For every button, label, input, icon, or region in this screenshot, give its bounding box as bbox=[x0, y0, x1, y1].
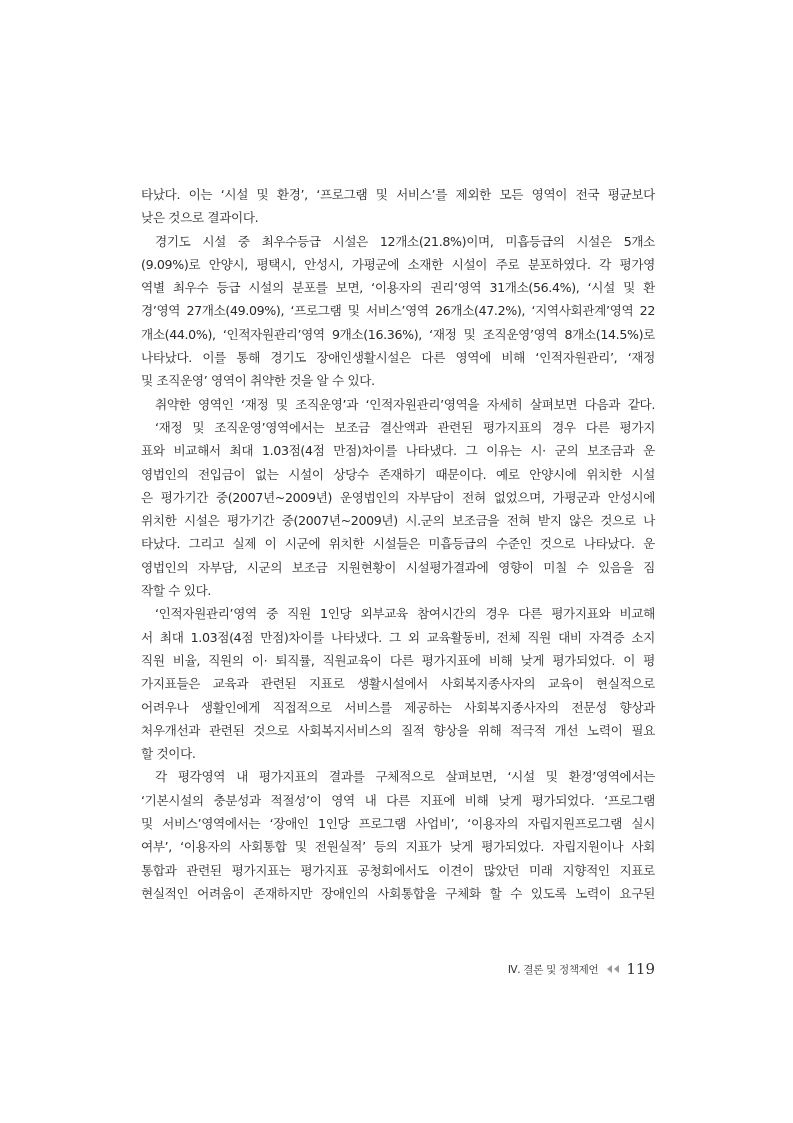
text-line: 타났다. 그리고 실제 이 시군에 위치한 시설들은 미흡등급의 수준인 것으로 나타났다. 운 bbox=[141, 536, 655, 552]
text-line: 경’영역 27개소(49.09%), ‘프로그램 및 서비스’영역 26개소(47.2%), ‘지역사회관계’영역 22 bbox=[141, 303, 655, 319]
text-line: 및 조직운영’ 영역이 취약한 것을 알 수 있다. bbox=[141, 373, 375, 389]
text-line: 나타났다. 이를 통해 경기도 장애인생활시설은 다른 영역에 비해 ‘인적자원관리’, ‘재정 bbox=[141, 350, 655, 366]
text-line: 가지표들은 교육과 관련된 지표로 생활시설에서 사회복지종사자의 교육이 현실적으로 bbox=[141, 676, 655, 692]
text-line: 영법인의 전입금이 없는 시설이 상당수 존재하기 때문이다. 예로 안양시에 위치한 시설 bbox=[141, 466, 655, 482]
page-footer bbox=[500, 958, 655, 980]
text-line: 작할 수 있다. bbox=[141, 583, 212, 599]
body-text bbox=[141, 183, 655, 905]
text-line: 현실적인 어려움이 존재하지만 장애인의 사회통합을 구체화 할 수 있도록 노력이 요구된 bbox=[141, 885, 655, 901]
text-line: 취약한 영역인 ‘재정 및 조직운영’과 ‘인적자원관리’영역을 자세히 살펴보면 다음과 같다. bbox=[155, 396, 655, 412]
text-line: 경기도 시설 중 최우수등급 시설은 12개소(21.8%)이며, 미흡등급의 시설은 5개소 bbox=[155, 233, 655, 249]
footer-section-title: Ⅳ. 결론 및 정책제언 bbox=[507, 963, 599, 976]
text-line: 영법인의 자부담, 시군의 보조금 지원현황이 시설평가결과에 영향이 미칠 수 있음을 짐 bbox=[141, 559, 655, 575]
text-line: 역별 최우수 등급 시설의 분포를 보면, ‘이용자의 권리’영역 31개소(56.4%), ‘시설 및 환 bbox=[141, 280, 655, 296]
text-line: 통합과 관련된 평가지표는 평가지표 공청회에서도 이견이 많았던 미래 지향적인 지표로 bbox=[141, 862, 655, 878]
text-line: 할 것이다. bbox=[141, 746, 196, 762]
text-line: ‘인적자원관리’영역 중 직원 1인당 외부교육 참여시간의 경우 다른 평가지표와 비교해 bbox=[155, 606, 655, 622]
text-line: 및 서비스’영역에서는 ‘장애인 1인당 프로그램 사업비’, ‘이용자의 자립지원프로그램 실시 bbox=[141, 816, 655, 832]
arrow-glyph bbox=[606, 964, 620, 974]
text-line: 직원 비율, 직원의 이· 퇴직률, 직원교육이 다른 평가지표에 비해 낮게 평가되었다. 이 평 bbox=[141, 652, 655, 668]
text-line: 은 평가기간 중(2007년~2009년) 운영법인의 자부담이 전혀 없었으며, 가평군과 안성시에 bbox=[141, 489, 655, 505]
text-line: 여부’, ‘이용자의 사회통합 및 전원실적’ 등의 지표가 낮게 평가되었다. 자립지원이나 사회 bbox=[141, 839, 655, 855]
text-line: (9.09%)로 안양시, 평택시, 안성시, 가평군에 소재한 시설이 주로 분포하였다. 각 평가영 bbox=[141, 256, 655, 272]
text-line: ‘재정 및 조직운영’영역에서는 보조금 결산액과 관련된 평가지표의 경우 다른 평가지 bbox=[155, 419, 655, 435]
page-number: 119 bbox=[626, 960, 655, 978]
text-line: 타났다. 이는 ‘시설 및 환경’, ‘프로그램 및 서비스’를 제외한 모든 영역이 전국 평균보다 bbox=[141, 187, 655, 202]
text-line: 어려우나 생활인에게 직접적으로 서비스를 제공하는 사회복지종사자의 전문성 향상과 bbox=[141, 699, 655, 715]
text-line: ‘기본시설의 충분성과 적절성’이 영역 내 다른 지표에 비해 낮게 평가되었다. ‘프로그램 bbox=[141, 792, 655, 808]
text-line: 개소(44.0%), ‘인적자원관리’영역 9개소(16.36%), ‘재정 및 조직운영’영역 8개소(14.5%)로 bbox=[141, 326, 655, 342]
text-line: 표와 비교해서 최대 1.03점(4점 만점)차이를 나타냈다. 그 이유는 시· 군의 보조금과 운 bbox=[141, 443, 655, 459]
text-line: 서 최대 1.03점(4점 만점)차이를 나타냈다. 그 외 교육활동비, 전체 직원 대비 자격증 소지 bbox=[141, 629, 655, 645]
text-line: 각 평각영역 내 평가지표의 결과를 구체적으로 살펴보면, ‘시설 및 환경’영역에서는 bbox=[155, 769, 655, 785]
text-line: 낮은 것으로 결과이다. bbox=[141, 210, 259, 226]
double-left-arrow-icon bbox=[606, 964, 620, 974]
text-line: 처우개선과 관련된 것으로 사회복지서비스의 질적 향상을 위해 적극적 개선 노력이 필요 bbox=[141, 722, 655, 738]
paragraph-lines bbox=[141, 183, 655, 905]
text-line: 위치한 시설은 평가기간 중(2007년~2009년) 시.군의 보조금을 전혀 받지 않은 것으로 나 bbox=[141, 513, 655, 529]
